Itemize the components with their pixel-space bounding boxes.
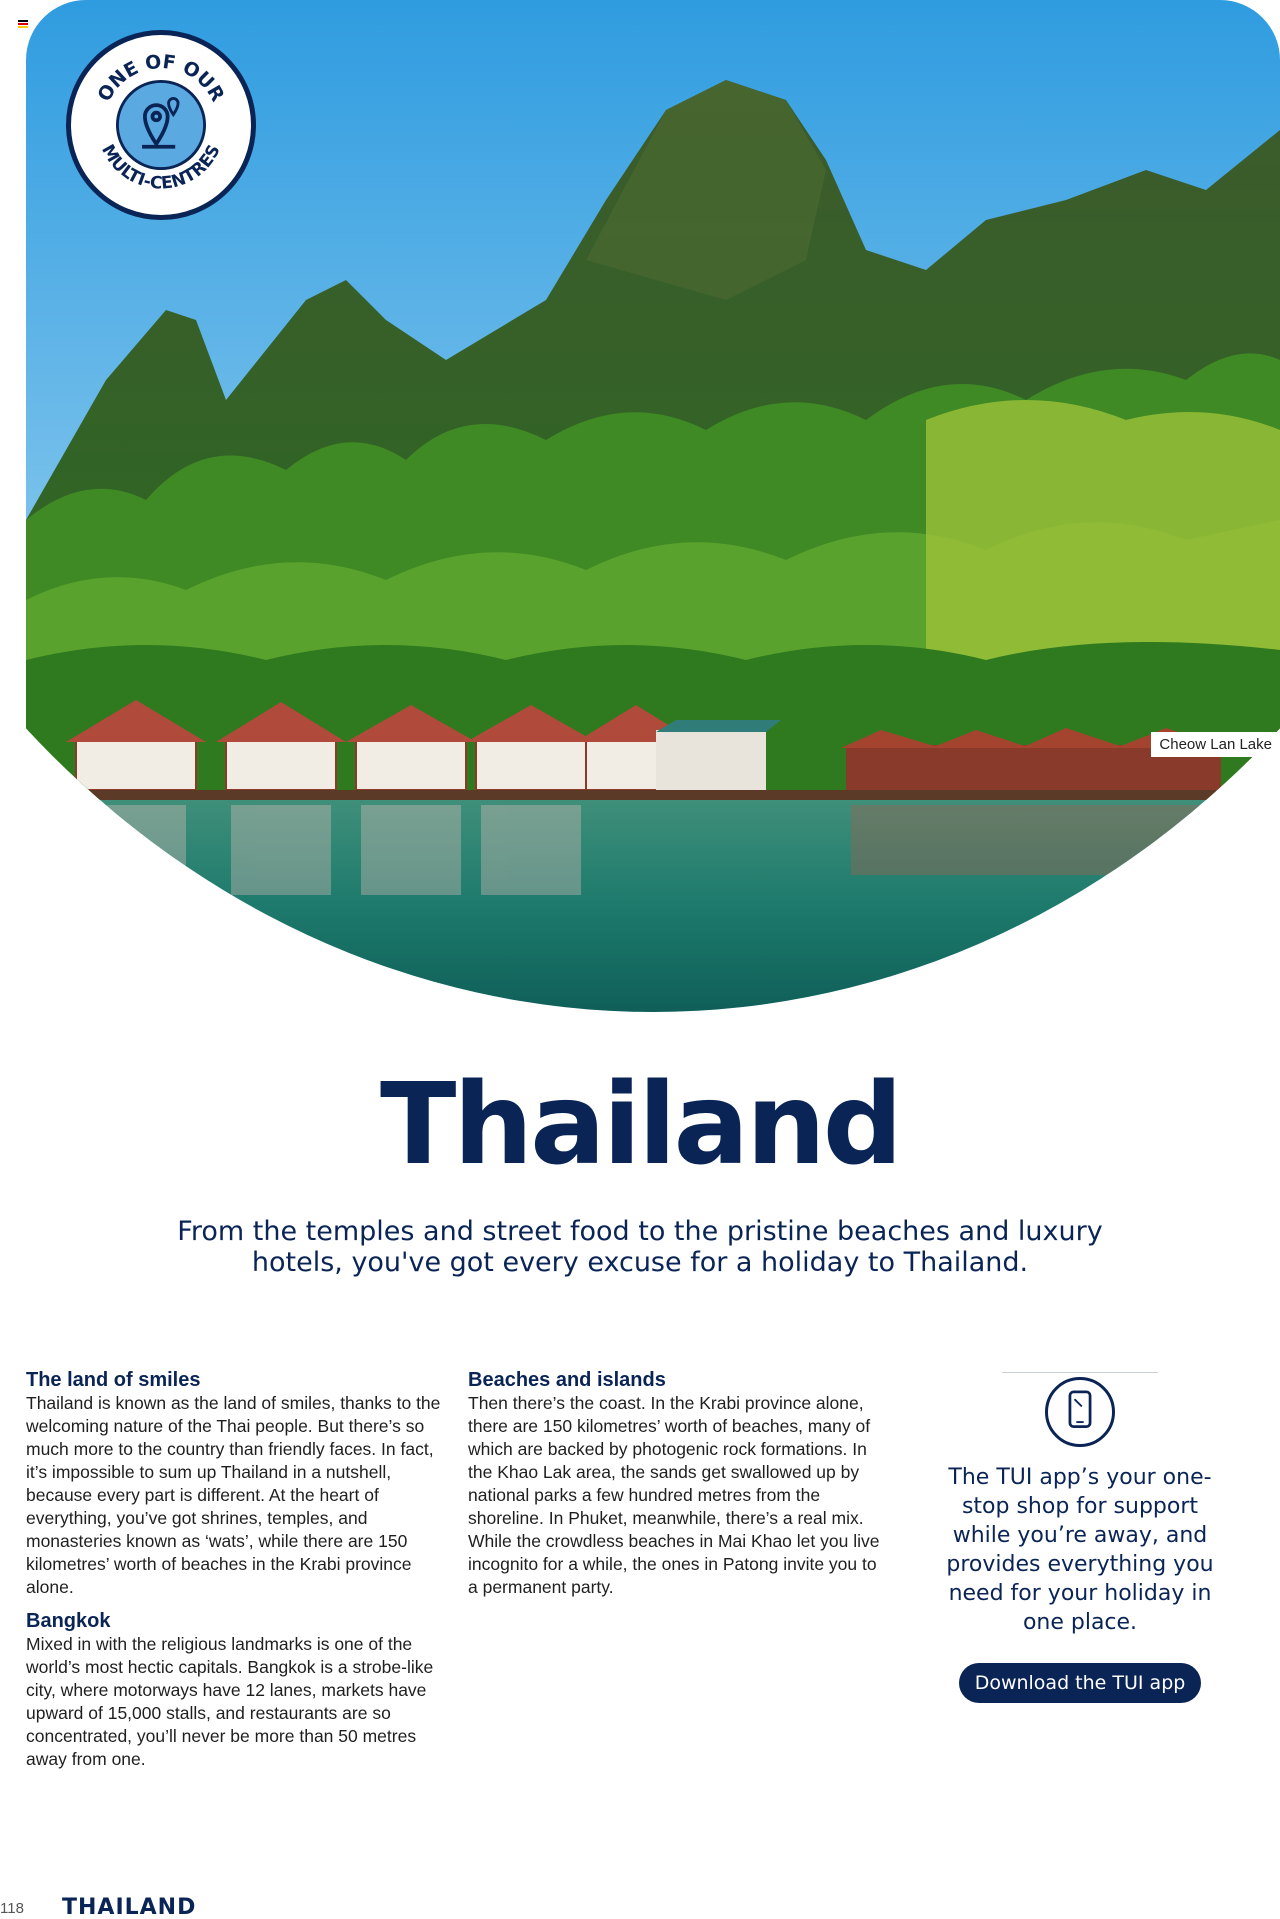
section-body: Mixed in with the religious landmarks is one of the world’s most hectic capitals. Bangkok is a strobe-like city, where motorways have 12 lanes, markets have upward of 15,000 stalls, and restaurants are so concentrated, you’ll never be more than 50 metres away from one. [26,1634,434,1769]
download-app-button[interactable]: Download the TUI app [959,1663,1202,1703]
section-body: Thailand is known as the land of smiles, thanks to the welcoming nature of the Thai people. But there’s so much more to the country than friendly faces. In fact, it’s impossible to sum up Thailand in a nutshell, because every part is different. At the heart of everything, you’ve got shrines, temples, and monasteries known as ‘wats’, while there are 150 kilometres’ worth of beaches in the Krabi province alone. [26,1393,441,1597]
section-body: Then there’s the coast. In the Krabi province alone, there are 150 kilometres’ worth of beaches, many of which are backed by photogenic rock formations. In the Khao Lak area, the sands get swallowed up by national parks a few hundred metres from the shoreline. In Phuket, meanwhile, there’s a real mix. While the crowdless beaches in Mai Khao let you live incognito for a while, the ones in Patong invite you to a permanent party. [468,1393,880,1597]
page-title: Thailand [380,1060,900,1190]
page-subtitle: From the temples and street food to the pristine beaches and luxury hotels, you've got every excuse for a holiday to Thailand. [177,1216,1103,1278]
footer-section-name: THAILAND [62,1895,197,1919]
promo-text: The TUI app’s your one-stop shop for support while you’re away, and provides everything you need for your holiday in one place. [946,1465,1214,1635]
badge-bottom-text: MULTI-CENTRES [97,141,225,194]
badge-top-text: ONE OF OUR [93,50,229,106]
section-heading: Bangkok [26,1610,111,1632]
app-promo [940,1372,1220,1703]
multi-centre-badge [66,30,256,220]
text-column-left [26,1368,446,1781]
section-heading: Beaches and islands [468,1369,666,1391]
text-column-middle [468,1368,888,1609]
flag-icon [18,20,28,28]
smartphone-icon [1045,1377,1115,1447]
divider [1002,1372,1158,1373]
photo-caption: Cheow Lan Lake [1151,732,1280,757]
section-heading: The land of smiles [26,1369,201,1391]
page-number: 118 [0,1900,24,1917]
